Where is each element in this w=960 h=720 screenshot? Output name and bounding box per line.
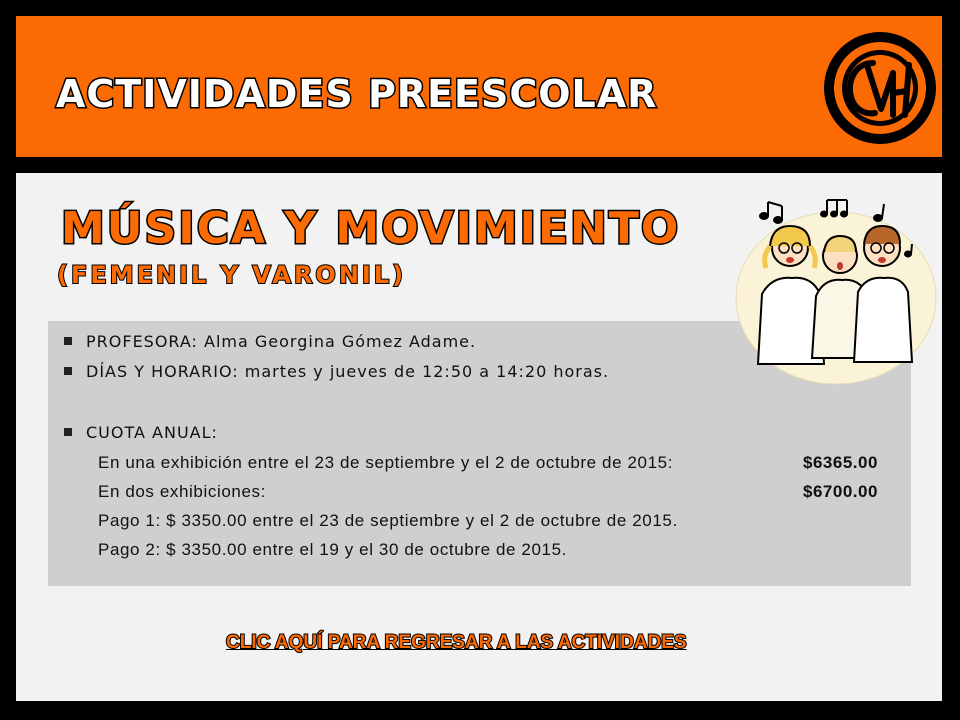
horario-text: DÍAS Y HORARIO: martes y jueves de 12:50 a 14:20 horas. bbox=[86, 362, 610, 381]
activity-subtitle: (FEMENIL Y VARONIL) bbox=[57, 261, 407, 289]
cvh-logo-icon bbox=[821, 29, 939, 147]
pago1-text: Pago 1: $ 3350.00 entre el 23 de septiembre y el 2 de octubre de 2015. bbox=[98, 511, 678, 530]
pago2-text: Pago 2: $ 3350.00 entre el 19 y el 30 de octubre de 2015. bbox=[98, 540, 567, 559]
pago-una-amount: $6365.00 bbox=[803, 453, 878, 472]
bullet-icon bbox=[64, 367, 72, 375]
cuota-label: CUOTA ANUAL: bbox=[86, 423, 218, 442]
bullet-icon bbox=[64, 428, 72, 436]
detail-horario bbox=[64, 362, 609, 381]
back-to-activities-link[interactable]: CLIC AQUÍ PARA REGRESAR A LAS ACTIVIDADES bbox=[226, 632, 687, 653]
pago-dos-amount: $6700.00 bbox=[803, 482, 878, 501]
pago-dos-text: En dos exhibiciones: bbox=[98, 482, 266, 501]
activity-title: MÚSICA Y MOVIMIENTO bbox=[61, 203, 681, 254]
bullet-icon bbox=[64, 337, 72, 345]
profesora-text: PROFESORA: Alma Georgina Gómez Adame. bbox=[86, 332, 477, 351]
section-title: ACTIVIDADES PREESCOLAR bbox=[56, 72, 658, 116]
detail-cuota bbox=[64, 423, 218, 442]
singing-children-icon bbox=[732, 186, 940, 386]
detail-profesora bbox=[64, 332, 476, 351]
pago-una-text: En una exhibición entre el 23 de septiembre y el 2 de octubre de 2015: bbox=[98, 453, 674, 472]
header-bar bbox=[16, 16, 942, 157]
